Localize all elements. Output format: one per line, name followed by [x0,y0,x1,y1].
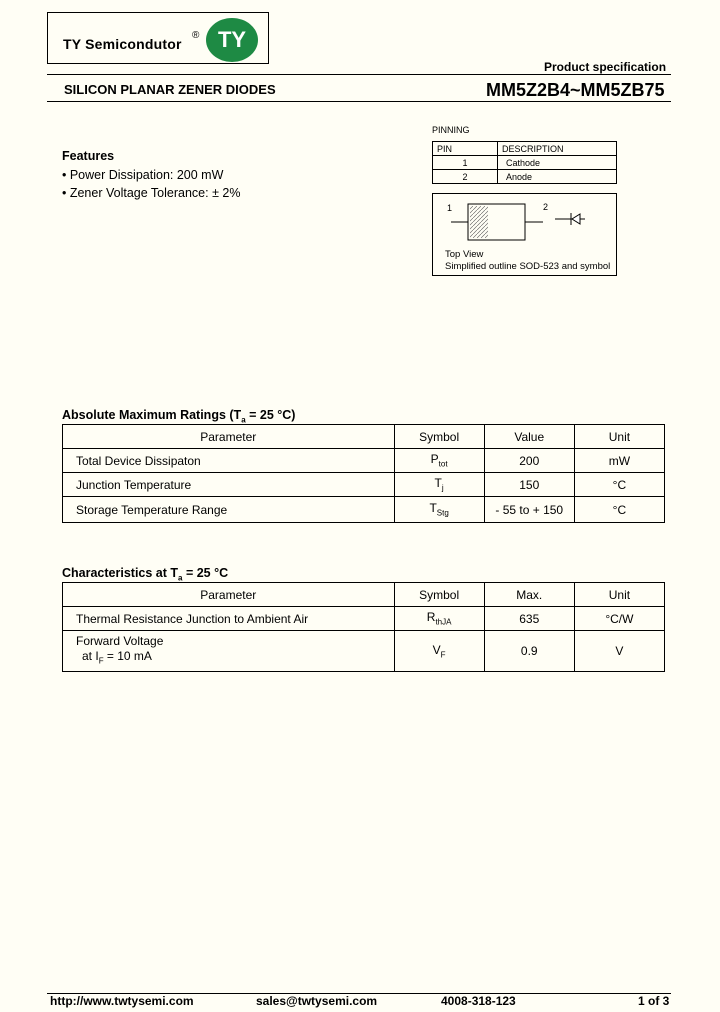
value-cell: 150 [484,473,574,497]
symbol-sub: tot [438,459,448,469]
symbol-cell [394,449,484,473]
column-header: Parameter [63,425,395,449]
footer-phone: 4008-318-123 [441,994,516,1008]
symbol: T [434,476,442,491]
parameter-line: Forward Voltage [76,633,164,648]
caption-line: Top View [445,249,484,260]
table-header-row [63,583,665,607]
pin-header: PIN [433,142,498,156]
characteristics-title-sub: a [178,573,183,583]
column-header: Value [484,425,574,449]
ratings-title-sub: a [241,415,246,425]
symbol: V [432,642,441,657]
registered-mark: ® [192,30,200,41]
column-header: Symbol [394,425,484,449]
page-number: 1 of 3 [638,994,670,1008]
characteristics-table [62,582,665,672]
symbol-sub: Stg [436,508,449,518]
document-title: SILICON PLANAR ZENER DIODES [64,82,276,97]
ratings-title-suffix: = 25 °C) [245,408,296,422]
symbol: P [430,452,439,467]
parameter-condition [76,649,393,668]
parameter-cell: Junction Temperature [63,473,395,497]
footer-website-link[interactable]: http://www.twtysemi.com [50,994,194,1008]
pin-number: 2 [433,170,498,184]
footer-email-link[interactable]: sales@twtysemi.com [256,994,378,1008]
unit-cell: mW [574,449,664,473]
logo-text: TY Semicondutor [63,36,182,52]
pin-number: 1 [433,156,498,170]
feature-item: • Power Dissipation: 200 mW [62,168,224,182]
symbol-cell [394,607,484,631]
header-divider [47,74,671,75]
table-row [63,449,665,473]
table-row [63,607,665,631]
logo-mark: TY [206,18,258,62]
condition-sub: F [98,656,104,666]
table-row [63,473,665,497]
feature-item: • Zener Voltage Tolerance: ± 2% [62,186,241,200]
column-header: Parameter [63,583,395,607]
symbol-cell [394,631,484,672]
characteristics-title-suffix: = 25 °C [182,566,229,580]
symbol-cell [394,473,484,497]
parameter-cell: Total Device Dissipaton [63,449,395,473]
diode-symbol-icon [572,214,580,224]
table-row [63,497,665,523]
value-cell: 635 [484,607,574,631]
pin-description: Cathode [498,156,617,170]
condition-text: at I [82,648,99,663]
value-cell: 200 [484,449,574,473]
table-row [433,156,617,170]
table-row [433,142,617,156]
part-number: MM5Z2B4~MM5ZB75 [486,80,665,100]
column-header: Unit [574,583,664,607]
description-header: DESCRIPTION [498,142,617,156]
symbol-sub: j [441,483,444,493]
value-cell: 0.9 [484,631,574,672]
column-header: Unit [574,425,664,449]
symbol: R [426,610,436,625]
symbol-sub: F [440,650,446,660]
cathode-band [470,206,488,238]
symbol-cell [394,497,484,523]
unit-cell: °C [574,473,664,497]
column-header: Max. [484,583,574,607]
parameter-cell [63,631,395,672]
condition-suffix: = 10 mA [103,648,152,663]
product-specification-label: Product specification [544,60,667,74]
column-header: Symbol [394,583,484,607]
package-caption [445,249,610,273]
features-heading: Features [62,149,115,163]
unit-cell: V [574,631,664,672]
pin1-label: 1 [447,203,453,213]
unit-cell: °C/W [574,607,664,631]
characteristics-title-text: Characteristics at T [62,566,179,580]
title-divider [47,101,671,102]
value-cell: - 55 to + 150 [484,497,574,523]
symbol: T [429,501,437,516]
unit-cell: °C [574,497,664,523]
caption-line: Simplified outline SOD-523 and symbol [445,261,611,272]
table-row [433,170,617,184]
table-row [63,631,665,672]
characteristics-title [62,566,228,583]
parameter-cell: Storage Temperature Range [63,497,395,523]
pin2-label: 2 [543,202,549,212]
symbol-sub: thJA [435,617,452,627]
ratings-title [62,408,295,425]
table-header-row [63,425,665,449]
pin-description: Anode [498,170,617,184]
ratings-title-text: Absolute Maximum Ratings (T [62,408,242,422]
ratings-table [62,424,665,523]
pinning-table [432,141,617,184]
parameter-cell: Thermal Resistance Junction to Ambient Air [63,607,395,631]
pinning-label: PINNING [432,125,470,135]
